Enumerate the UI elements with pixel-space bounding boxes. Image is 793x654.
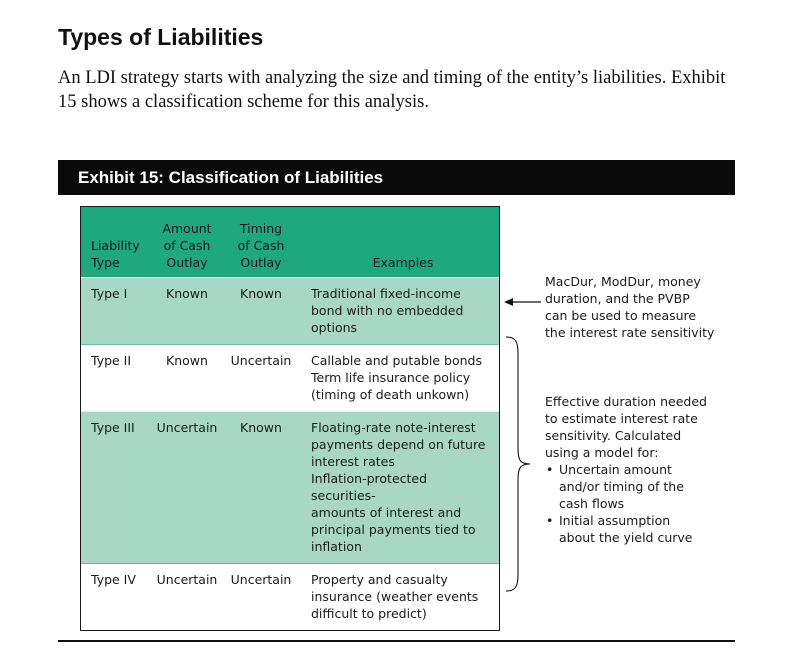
cell-timing: Known bbox=[223, 412, 299, 564]
cell-type: Type III bbox=[81, 412, 151, 564]
table-header bbox=[81, 207, 499, 278]
cell-type: Type I bbox=[81, 278, 151, 345]
list-item: • Initial assumption about the yield curve bbox=[545, 512, 735, 546]
cell-examples: Floating-rate note-interest payments depend on future interest rates Inflation-protected securities- amounts of interest and principal payments tied to inflation bbox=[299, 412, 499, 564]
right-brace-icon bbox=[504, 336, 538, 592]
table-row-type-4 bbox=[81, 564, 499, 631]
table-row-type-3 bbox=[81, 412, 499, 564]
header-amount: Amount of Cash Outlay bbox=[151, 207, 223, 278]
intro-paragraph: An LDI strategy starts with analyzing the size and timing of the entity’s liabilities. Exhibit 15 shows a classification scheme for this analysis. bbox=[58, 68, 726, 112]
cell-amount: Known bbox=[151, 278, 223, 345]
cell-type: Type IV bbox=[81, 564, 151, 631]
table-row-type-2 bbox=[81, 345, 499, 412]
bottom-divider bbox=[58, 640, 735, 642]
header-examples: Examples bbox=[299, 207, 499, 278]
table-row-type-1 bbox=[81, 278, 499, 345]
note-bullet-list bbox=[545, 461, 735, 546]
cell-examples: Property and casualty insurance (weather events difficult to predict) bbox=[299, 564, 499, 631]
cell-examples: Callable and putable bonds Term life insurance policy (timing of death unkown) bbox=[299, 345, 499, 412]
left-arrow-icon bbox=[503, 296, 543, 308]
header-timing: Timing of Cash Outlay bbox=[223, 207, 299, 278]
liabilities-table bbox=[81, 207, 499, 630]
cell-amount: Uncertain bbox=[151, 564, 223, 631]
exhibit-title-bar: Exhibit 15: Classification of Liabilities bbox=[58, 160, 735, 195]
cell-timing: Known bbox=[223, 278, 299, 345]
cell-examples: Traditional fixed-income bond with no embedded options bbox=[299, 278, 499, 345]
cell-amount: Known bbox=[151, 345, 223, 412]
note-duration-measures: MacDur, ModDur, money duration, and the PVBP can be used to measure the interest rate sensitivity bbox=[545, 274, 715, 340]
cell-timing: Uncertain bbox=[223, 345, 299, 412]
cell-type: Type II bbox=[81, 345, 151, 412]
cell-amount: Uncertain bbox=[151, 412, 223, 564]
header-liability-type: Liability Type bbox=[81, 207, 151, 278]
cell-timing: Uncertain bbox=[223, 564, 299, 631]
list-item: • Uncertain amount and/or timing of the cash flows bbox=[545, 461, 735, 512]
section-title: Types of Liabilities bbox=[58, 24, 264, 50]
note-effective-duration: Effective duration needed to estimate interest rate sensitivity. Calculated using a model for: • Uncertain amount and/or timing of the cash flows • Initial assumption about the yield curve bbox=[545, 393, 735, 546]
